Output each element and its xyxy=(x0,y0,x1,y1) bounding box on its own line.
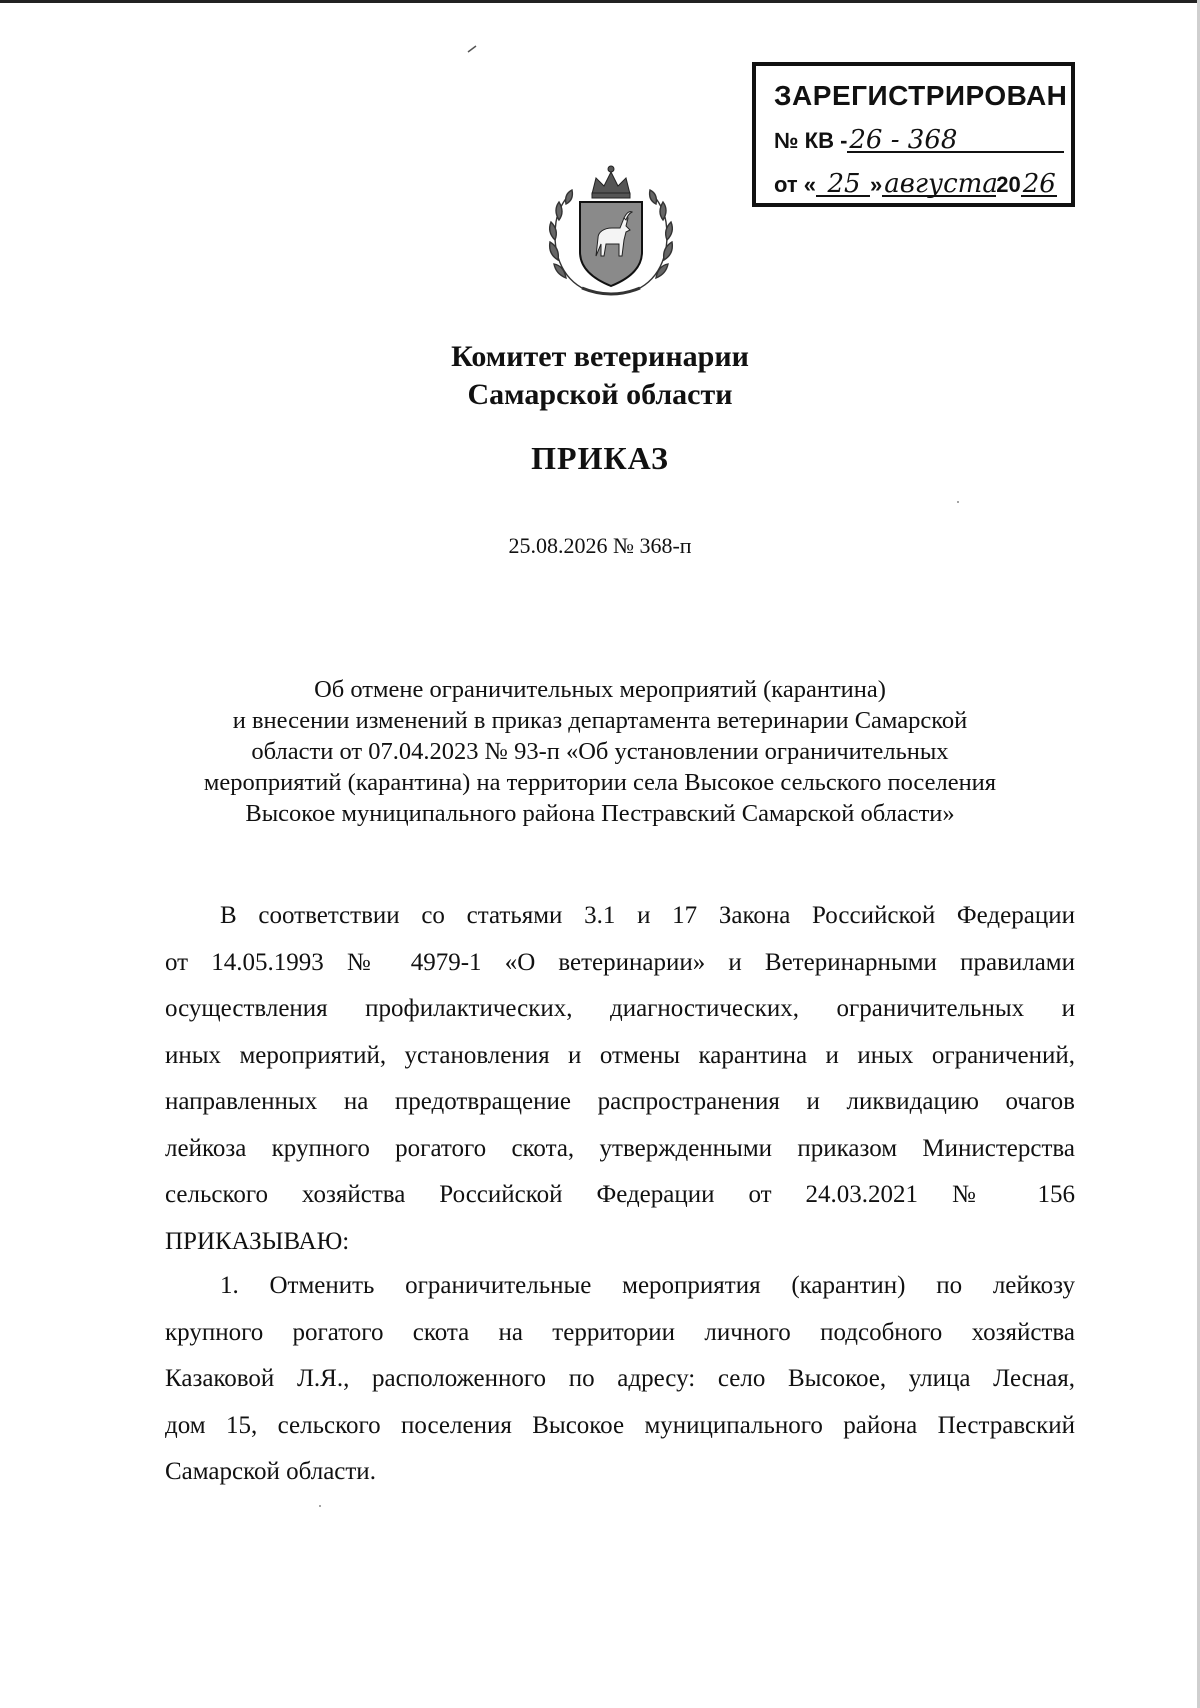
document-type: ПРИКАЗ xyxy=(531,440,669,476)
subject-line: области от 07.04.2023 № 93-п «Об установлении ограничительных xyxy=(251,738,949,765)
stamp-title: ЗАРЕГИСТРИРОВАН xyxy=(774,80,1068,111)
stamp-date-mid: » xyxy=(870,172,883,197)
preamble-line: иных мероприятий, установления и отмены карантина и иных ограничений, xyxy=(165,1041,1075,1069)
stamp-date-prefix: от « xyxy=(774,172,817,197)
item-line: Казаковой Л.Я., расположенного по адресу: село Высокое, улица Лесная, xyxy=(165,1365,1075,1392)
subject-line: Высокое муниципального района Пестравский Самарской области» xyxy=(245,800,955,827)
subject-line: и внесении изменений в приказ департамента ветеринарии Самарской xyxy=(232,707,968,734)
stamp-number-value: 26 - 368 xyxy=(847,129,1064,153)
preamble-line: направленных на предотвращение распространения и ликвидацию очагов xyxy=(165,1088,1075,1115)
preamble-line: осуществления профилактических, диагностических, ограничительных и xyxy=(165,995,1075,1022)
subject-line: Об отмене ограничительных мероприятий (карантина) xyxy=(314,676,886,703)
item-line: 1. Отменить ограничительные мероприятия (карантин) по лейкозу xyxy=(220,1272,1075,1299)
stamp-date-month: августа xyxy=(884,169,998,199)
stamp-date-day: 25 xyxy=(816,173,870,197)
stamp-date-year-prefix: 20 xyxy=(996,172,1021,197)
document-date-number: 25.08.2026 № 368-п xyxy=(508,533,692,558)
preamble-line: В соответствии со статьями 3.1 и 17 Закона Российской Федерации xyxy=(220,902,1075,929)
item-line: дом 15, сельского поселения Высокое муниципального района Пестравский xyxy=(165,1411,1075,1439)
stamp-number-prefix: № КВ - xyxy=(774,128,848,153)
item-line: крупного рогатого скота на территории личного подсобного хозяйства xyxy=(165,1318,1075,1346)
preamble-line: ПРИКАЗЫВАЮ: xyxy=(165,1227,350,1255)
preamble-line: сельского хозяйства Российской Федерации от 24.03.2021 № 156 xyxy=(165,1181,1075,1208)
org-line-2: Самарской области xyxy=(467,378,733,411)
subject-line: мероприятий (карантина) на территории села Высокое сельского поселения xyxy=(203,769,997,796)
preamble-line: от 14.05.1993 № 4979-1 «О ветеринарии» и Ветеринарными правилами xyxy=(165,948,1075,976)
preamble-line: лейкоза крупного рогатого скота, утвержденными приказом Министерства xyxy=(165,1134,1075,1162)
stamp-date-year-suffix: 26 xyxy=(1022,169,1056,199)
item-line: Самарской области. xyxy=(165,1458,376,1485)
org-line-1: Комитет ветеринарии xyxy=(451,340,749,373)
